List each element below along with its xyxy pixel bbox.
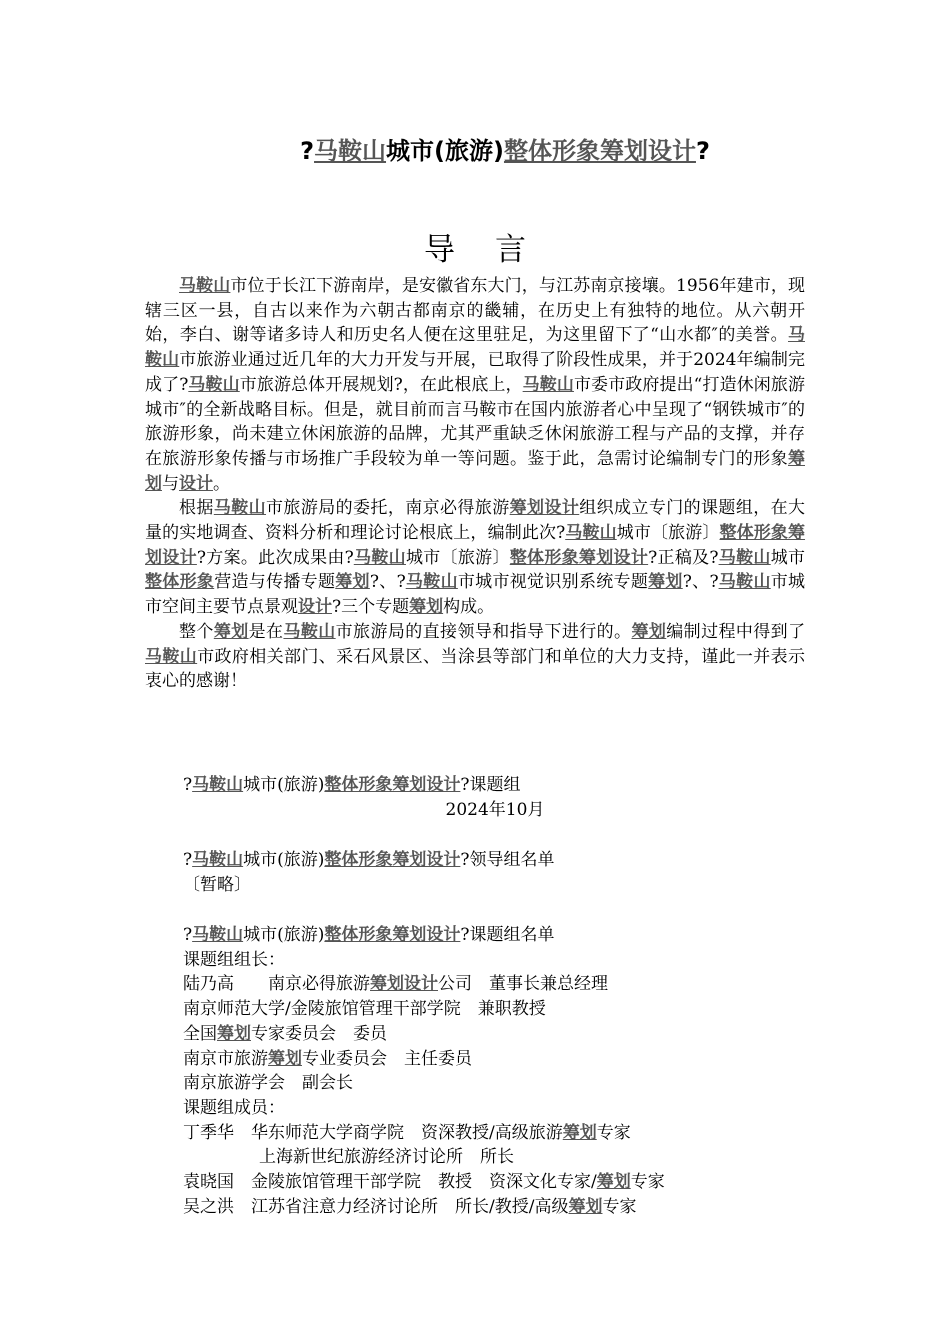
- text-run: 丁季华 华东师范大学商学院 资深教授/高级旅游: [183, 1122, 563, 1143]
- keyword-link[interactable]: 马鞍山: [718, 547, 771, 568]
- text-run: 营造与传播专题: [214, 572, 336, 593]
- text-run: 南京旅游学会 副会长: [183, 1073, 353, 1094]
- text-run: ?: [183, 925, 193, 945]
- text-run: 城市(旅游): [243, 925, 325, 945]
- text-run: 全国: [183, 1023, 217, 1044]
- keyword-link[interactable]: 筹划: [596, 1172, 631, 1193]
- text-run: 公司 董事长兼总经理: [438, 974, 608, 995]
- member-row: [183, 1195, 665, 1220]
- text-run: 编制过程中得到了: [666, 621, 806, 642]
- member-row: [183, 1071, 665, 1096]
- signature-line: [183, 773, 521, 798]
- text-run: ?、?: [369, 572, 406, 593]
- document-title: [0, 133, 950, 169]
- text-run: 城市(旅游): [243, 850, 325, 870]
- title-quote-open: ?: [300, 137, 315, 165]
- members-list: [183, 948, 665, 1220]
- text-run: 专家: [630, 1172, 665, 1193]
- text-run: 根据: [179, 498, 214, 519]
- paragraph: [145, 620, 805, 694]
- keyword-link[interactable]: 马鞍山: [522, 374, 574, 395]
- text-run: 市城市空间主要节点景观: [145, 572, 806, 618]
- paragraph: [145, 496, 805, 620]
- introduction-body: [145, 274, 805, 694]
- text-run: 南京师范大学/金陵旅馆管理干部学院 兼职教授: [183, 999, 546, 1020]
- keyword-link[interactable]: 整体形象筹划设计: [145, 523, 806, 568]
- keyword-link[interactable]: 筹划: [631, 621, 667, 642]
- text-run: 市旅游局的委托，南京必得旅游: [266, 498, 510, 519]
- text-run: 市政府相关部门、采石风景区、当涂县等部门和单位的大力支持，谨此一并表示衷心的感谢！: [145, 646, 806, 692]
- text-run: 市旅游总体开展规划?，在此根底上，: [239, 374, 523, 395]
- title-text: 城市(旅游): [386, 137, 504, 165]
- text-run: ?方案。此次成果由?: [196, 547, 354, 568]
- text-run: 南京市旅游: [183, 1048, 268, 1069]
- text-run: ?课题组: [460, 775, 521, 795]
- text-run: 专家: [596, 1122, 631, 1143]
- text-run: 市旅游局的直接领导和指导下进行的。: [335, 621, 632, 642]
- keyword-link[interactable]: 马鞍山: [145, 325, 805, 371]
- members-title: [183, 923, 665, 948]
- text-run: 是在: [248, 621, 284, 642]
- text-run: 吴之洪 江苏省注意力经济讨论所 所长/教授/高级: [183, 1196, 569, 1217]
- keyword-link[interactable]: 马鞍山: [192, 850, 244, 870]
- text-run: 市委市政府提出“打造休闲旅游城市″的全新战略目标。但是，就目前而言马鞍市在国内旅游者心中呈现了“钢铁城市″的旅游形象，尚未建立休闲旅游的品牌，尤其严重缺乏休闲旅游工程与产品的支撑，并存在旅游形象传播与市场推广手段较为单一等问题。鉴于此，急需讨论编制专门的形象: [145, 374, 805, 469]
- member-row: [183, 1047, 665, 1072]
- section-heading: 导言: [424, 232, 566, 268]
- text-run: ?正稿及?: [648, 547, 719, 568]
- paragraph: [145, 274, 805, 496]
- text-run: ?领导组名单: [460, 850, 555, 870]
- text-run: 专家: [602, 1196, 637, 1217]
- text-run: ?三个专题: [332, 597, 410, 618]
- keyword-link[interactable]: 筹划: [335, 572, 370, 593]
- member-row: [183, 1170, 665, 1195]
- text-run: 构成。: [443, 597, 495, 618]
- text-run: 市城市视觉识别系统专题: [457, 572, 649, 593]
- keyword-link[interactable]: 马鞍山: [192, 925, 244, 945]
- keyword-link[interactable]: 马鞍山: [718, 572, 771, 593]
- keyword-link[interactable]: 筹划: [568, 1196, 603, 1217]
- keyword-link[interactable]: 马鞍山: [188, 374, 240, 395]
- member-row: [183, 1121, 665, 1146]
- leaders-note: 〔暂略〕: [183, 874, 251, 895]
- text-run: 与: [162, 473, 179, 494]
- title-keyword-city[interactable]: 马鞍山: [314, 137, 387, 165]
- text-run: 城市〔旅游〕: [616, 523, 720, 544]
- text-run: 城市: [770, 547, 806, 568]
- text-run: 城市〔旅游〕: [405, 547, 510, 568]
- text-run: 组织成立专门的课题组，在大量的实地调查、资料分析和理论讨论根底上，编制此次?: [145, 498, 806, 544]
- keyword-link[interactable]: 马鞍山: [213, 498, 267, 519]
- keyword-link[interactable]: 马鞍山: [405, 572, 458, 593]
- text-run: ?: [183, 850, 193, 870]
- keyword-link[interactable]: 筹划: [268, 1048, 302, 1069]
- member-row: [183, 972, 665, 997]
- member-row: [183, 1096, 665, 1121]
- text-run: ?课题组名单: [460, 925, 555, 945]
- keyword-link[interactable]: 整体形象筹划设计: [509, 547, 649, 568]
- title-quote-close: ?: [695, 137, 710, 165]
- text-run: ?、?: [682, 572, 719, 593]
- keyword-link[interactable]: 筹划: [217, 1023, 251, 1044]
- keyword-link[interactable]: 马鞍山: [283, 621, 336, 642]
- keyword-link[interactable]: 整体形象筹划设计: [324, 775, 461, 795]
- signature-date: 2024年10月: [445, 800, 545, 820]
- member-row: [183, 1022, 665, 1047]
- member-row: [183, 948, 665, 973]
- text-run: 课题组组长：: [183, 949, 285, 970]
- text-run: 专家委员会 委员: [251, 1023, 387, 1044]
- keyword-link[interactable]: 马鞍山: [179, 276, 231, 296]
- keyword-link[interactable]: 设计: [298, 597, 332, 618]
- leaders-block: [183, 848, 555, 897]
- keyword-link[interactable]: 马鞍山: [192, 775, 244, 795]
- text-run: 市旅游业通过近几年的大力开发与开展，已取得了阶段性成果，并于2024年编制完成了?: [145, 350, 805, 395]
- keyword-link[interactable]: 马鞍山: [565, 523, 617, 544]
- keyword-link[interactable]: 整体形象: [145, 572, 215, 593]
- title-keyword-design[interactable]: 整体形象筹划设计: [503, 137, 696, 165]
- keyword-link[interactable]: 筹划设计: [370, 974, 438, 995]
- keyword-link[interactable]: 整体形象筹划设计: [324, 850, 461, 870]
- keyword-link[interactable]: 筹划设计: [509, 498, 580, 519]
- text-run: 陆乃高 南京必得旅游: [183, 974, 370, 995]
- member-row: [183, 1145, 665, 1170]
- text-run: 课题组成员：: [183, 1097, 285, 1118]
- keyword-link[interactable]: 筹划: [562, 1122, 597, 1143]
- keyword-link[interactable]: 筹划: [409, 597, 444, 618]
- keyword-link[interactable]: 设计: [179, 473, 213, 494]
- keyword-link[interactable]: 筹划: [145, 448, 805, 494]
- text-run: 整个: [179, 621, 214, 642]
- members-block: [183, 923, 665, 1219]
- text-run: ?: [183, 775, 193, 795]
- text-run: 专业委员会 主任委员: [302, 1048, 472, 1069]
- keyword-link[interactable]: 整体形象筹划设计: [324, 925, 461, 945]
- leaders-title: [183, 848, 555, 873]
- text-run: 市位于长江下游南岸，是安徽省东大门，与江苏南京接壤。1956年建市，现辖三区一县，自古以来作为六朝古都南京的畿辅，在历史上有独特的地位。从六朝开始，李白、谢等诸多诗人和历史名人便在这里驻足，为这里留下了“山水都″的美誉。: [145, 276, 806, 346]
- keyword-link[interactable]: 马鞍山: [353, 547, 406, 568]
- keyword-link[interactable]: 筹划: [648, 572, 683, 593]
- text-run: 城市(旅游): [243, 775, 325, 795]
- text-run: 上海新世纪旅游经济讨论所 所长: [259, 1147, 514, 1168]
- member-row: [183, 997, 665, 1022]
- text-run: 。: [213, 473, 230, 494]
- keyword-link[interactable]: 筹划: [213, 621, 249, 642]
- keyword-link[interactable]: 马鞍山: [145, 646, 198, 667]
- text-run: 袁晓国 金陵旅馆管理干部学院 教授 资深文化专家/: [183, 1172, 597, 1193]
